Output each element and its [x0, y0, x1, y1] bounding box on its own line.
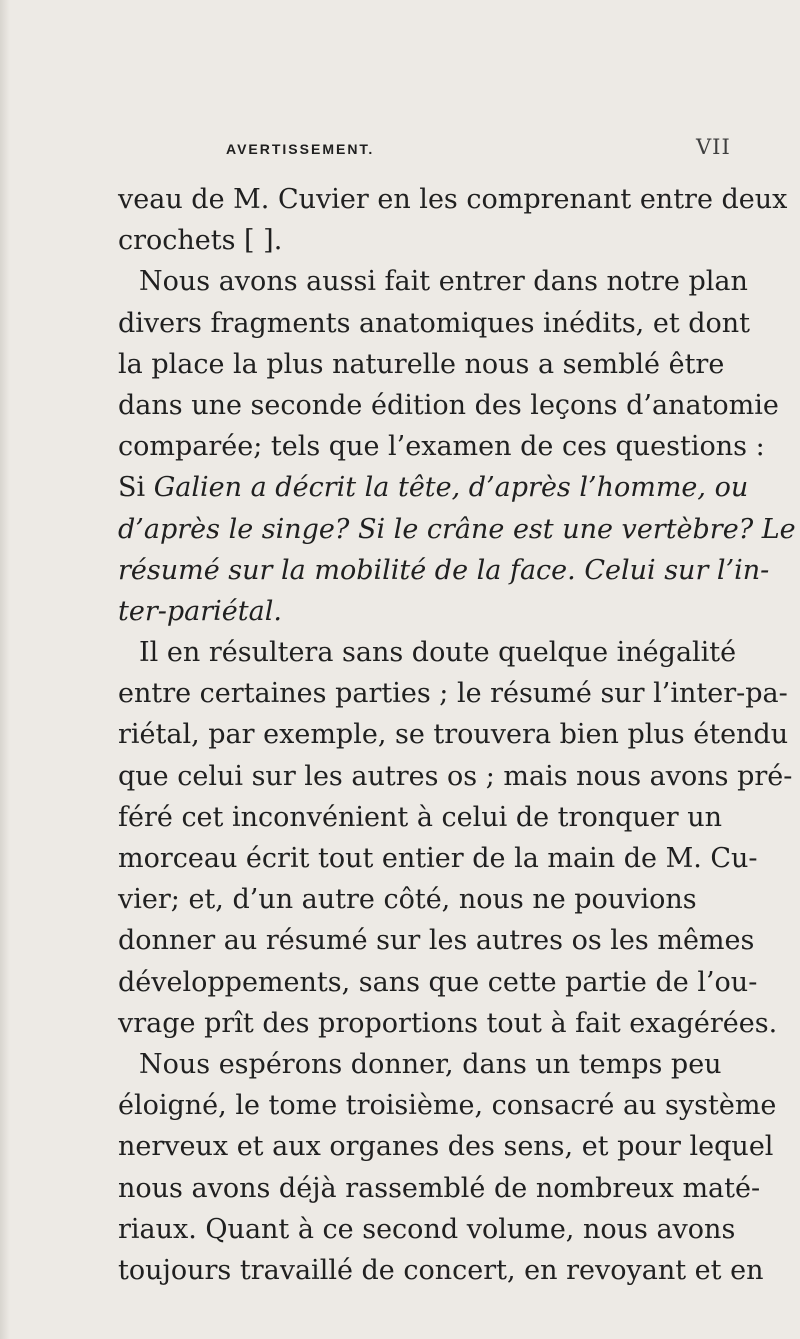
text-line: morceau écrit tout entier de la main de M. Cu- — [118, 843, 758, 874]
text-line: ter-pariétal. — [118, 595, 282, 627]
italic-text: Galien a décrit la tête, d’après l’homme, ou — [153, 472, 749, 504]
text-line: nerveux et aux organes des sens, et pour lequel — [118, 1131, 774, 1163]
text-line: féré cet inconvénient à celui de tronquer un — [118, 801, 723, 833]
text-line: éloigné, le tome troisième, consacré au système — [118, 1090, 777, 1122]
page-number: VII — [696, 135, 731, 159]
text-line: Nous espérons donner, dans un temps peu — [139, 1048, 722, 1080]
text-line: veau de M. Cuvier en les comprenant entre deux — [118, 184, 788, 215]
text-line — [118, 467, 749, 508]
text-line: d’après le singe? Si le crâne est une vertèbre? Le — [118, 513, 796, 545]
text-line: que celui sur les autres os ; mais nous avons pré- — [118, 760, 793, 792]
text-line: résumé sur la mobilité de la face. Celui sur l’in- — [118, 554, 770, 586]
page-gutter-shadow — [0, 0, 10, 1339]
text-line: Il en résultera sans doute quelque inégalité — [139, 637, 737, 669]
text-line: dans une seconde édition des leçons d’anatomie — [118, 389, 779, 421]
text-fragment: Si — [118, 472, 146, 504]
text-line: crochets [ ]. — [118, 225, 283, 257]
text-line: toujours travaillé de concert, en revoyant et en — [118, 1254, 764, 1286]
text-line: Nous avons aussi fait entrer dans notre plan — [139, 266, 748, 298]
body-text — [118, 179, 796, 1291]
text-line: donner au résumé sur les autres os les mêmes — [118, 925, 755, 957]
text-line: riétal, par exemple, se trouvera bien plus étendu — [118, 719, 789, 751]
text-line: comparée; tels que l’examen de ces questions : — [118, 431, 765, 463]
text-line: la place la plus naturelle nous a semblé être — [118, 348, 725, 380]
running-title: AVERTISSEMENT. — [226, 141, 375, 157]
text-line: divers fragments anatomiques inédits, et dont — [118, 307, 751, 339]
page-header — [0, 135, 800, 165]
text-line: nous avons déjà rassemblé de nombreux maté- — [118, 1172, 761, 1204]
text-line: riaux. Quant à ce second volume, nous avons — [118, 1213, 736, 1245]
text-line: vier; et, d’un autre côté, nous ne pouvions — [118, 884, 697, 916]
text-line: entre certaines parties ; le résumé sur l’inter-pa- — [118, 678, 788, 710]
text-line: vrage prît des proportions tout à fait exagérées. — [118, 1007, 778, 1039]
text-line: développements, sans que cette partie de l’ou- — [118, 966, 758, 998]
